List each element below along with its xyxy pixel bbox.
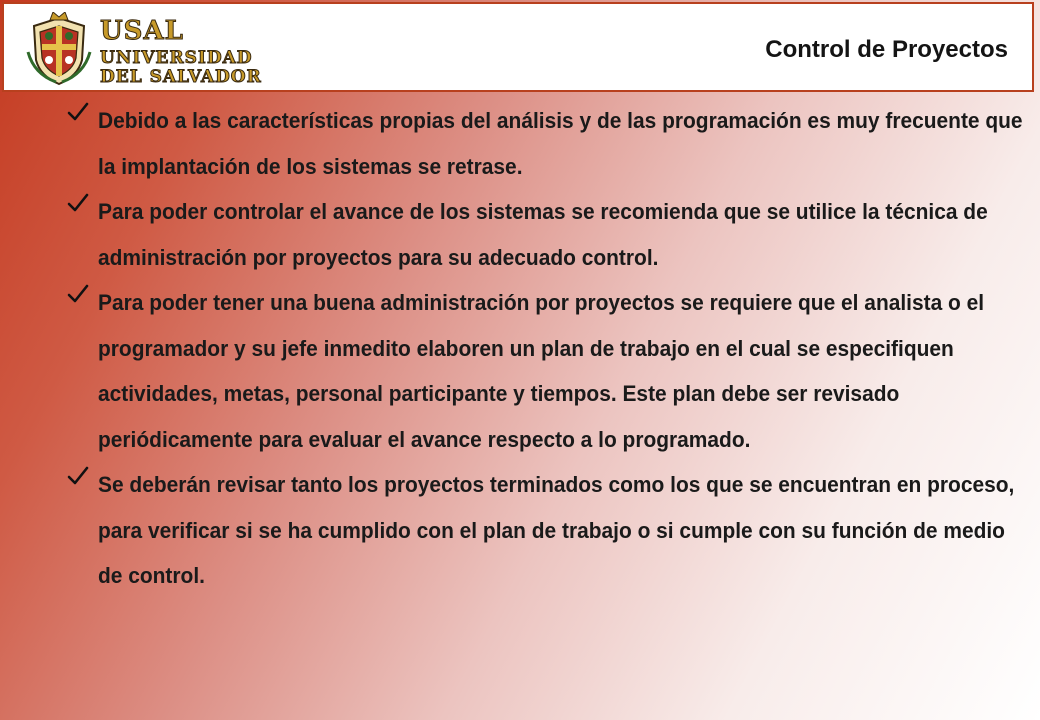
logo-text-universidad: UNIVERSIDAD	[100, 48, 253, 68]
bullet-text: Debido a las características propias del análisis y de las programación es muy frecuente que la implantación de los sistemas se retrase.	[98, 108, 1023, 179]
slide-header	[2, 2, 1034, 92]
checkmark-icon	[66, 191, 90, 215]
bullet-item	[66, 98, 1023, 189]
bullet-list	[66, 98, 1023, 599]
logo-text-del-salvador: DEL SALVADOR	[100, 67, 262, 87]
checkmark-icon	[66, 282, 90, 306]
logo-text-usal: USAL	[100, 16, 184, 46]
slide-title: Control de Proyectos	[765, 36, 1008, 63]
university-crest-icon	[26, 12, 92, 86]
bullet-item	[66, 189, 1016, 280]
slide-content	[66, 98, 1023, 599]
checkmark-icon	[66, 464, 90, 488]
bullet-item	[66, 462, 1016, 599]
university-logo	[24, 12, 294, 88]
bullet-text: Para poder controlar el avance de los sistemas se recomienda que se utilice la técnica de administración por proyectos para su adecuado control.	[98, 199, 988, 270]
checkmark-icon	[66, 100, 90, 124]
university-wordmark	[100, 16, 300, 86]
bullet-text: Se deberán revisar tanto los proyectos terminados como los que se encuentran en proceso, para verificar si se ha cumplido con el plan de trabajo o si cumple con su función de medio de control.	[98, 472, 1015, 588]
bullet-text: Para poder tener una buena administración por proyectos se requiere que el analista o el programador y su jefe inmedito elaboren un plan de trabajo en el cual se especifiquen actividades, metas, personal participante y tiempos. Este plan debe ser revisado periódicamente para evaluar el avance respecto a lo programado.	[98, 290, 985, 452]
bullet-item	[66, 280, 1016, 462]
